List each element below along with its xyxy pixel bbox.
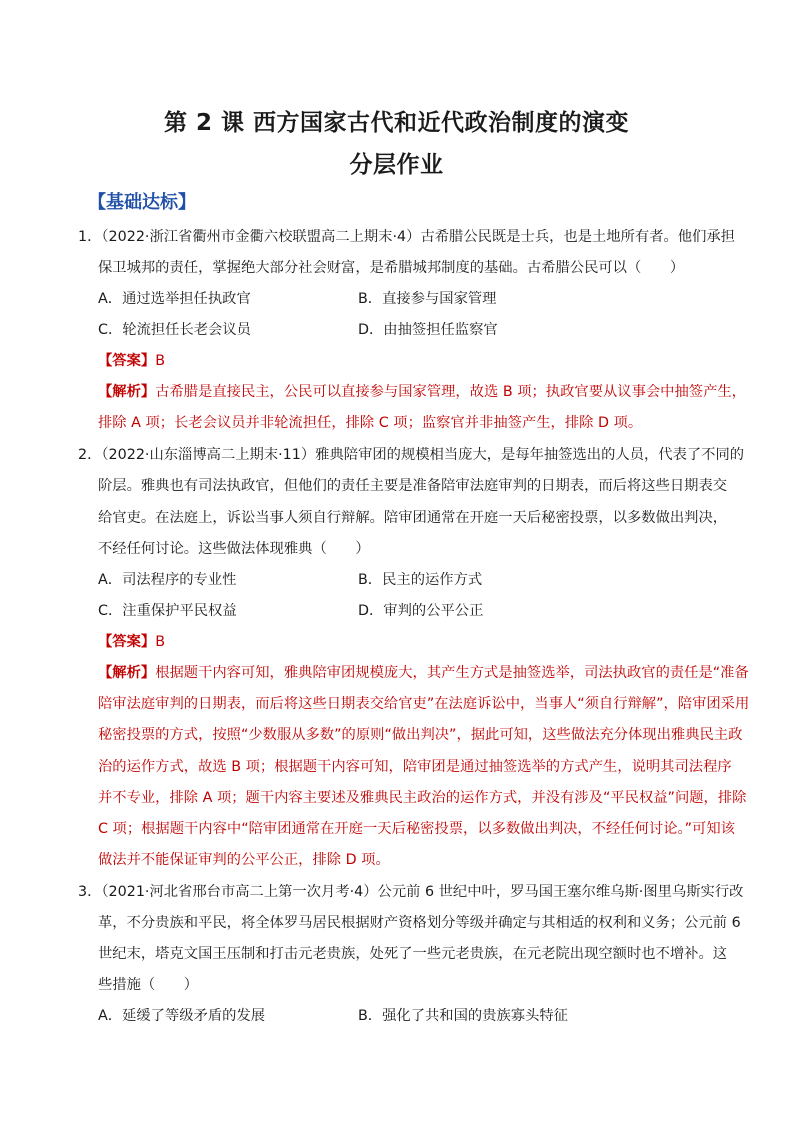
q1-stem-line-1: 1．（2022·浙江省衢州市金衢六校联盟高二上期末·4）古希腊公民既是士兵，也是土地所有者。他们承担 (78, 229, 735, 245)
q3-stem-line-3: 世纪末，塔克文国王压制和打击元老贵族，处死了一些元老贵族，在元老院出现空额时也不增补。这 (98, 946, 728, 962)
q2-analysis-text-1: 根据题干内容可知，雅典陪审团规模庞大，其产生方式是抽签选举，司法执政官的责任是“准备 (155, 665, 749, 681)
q2-analysis-line-3: 秘密投票的方式，按照“少数服从多数”的原则“做出判决”，据此可知，这些做法充分体现出雅典民主政 (98, 727, 743, 743)
page-title: 第 2 课 西方国家古代和近代政治制度的演变 (163, 110, 630, 136)
analysis-tag: 【解析】 (98, 665, 156, 681)
q2-option-a: A．司法程序的专业性 (98, 572, 237, 588)
section-heading: 【基础达标】 (88, 192, 196, 213)
q1-option-d: D．由抽签担任监察官 (358, 322, 498, 338)
q2-answer-value: B (155, 634, 165, 650)
answer-tag: 【答案】 (98, 353, 156, 369)
q2-stem-line-4: 不经任何讨论。这些做法体现雅典（ ） (98, 541, 370, 557)
q2-analysis-line-7: 做法并不能保证审判的公平公正，排除 D 项。 (98, 852, 390, 868)
q2-stem-line-1: 2．（2022·山东淄博高二上期末·11）雅典陪审团的规模相当庞大，是每年抽签选出的人员，代表了不同的 (78, 447, 745, 463)
q2-option-b: B．民主的运作方式 (358, 572, 483, 588)
q3-option-b: B．强化了共和国的贵族寡头特征 (358, 1008, 568, 1024)
analysis-tag: 【解析】 (98, 384, 156, 400)
q1-stem-line-2: 保卫城邦的责任，掌握绝大部分社会财富，是希腊城邦制度的基础。古希腊公民可以（ ） (98, 260, 685, 276)
q3-stem-line-2: 革，不分贵族和平民，将全体罗马居民根据财产资格划分等级并确定与其相适的权利和义务；公元前 6 (98, 915, 741, 931)
q2-analysis-line-4: 治的运作方式，故选 B 项；根据题干内容可知，陪审团是通过抽签选举的方式产生，说明其司法程序 (98, 759, 732, 775)
q1-analysis-line-2: 排除 A 项；长老会议员并非轮流担任，排除 C 项；监察官并非抽签产生，排除 D 项。 (98, 415, 643, 431)
q1-option-b: B．直接参与国家管理 (358, 291, 497, 307)
q2-stem-line-3: 给官吏。在法庭上，诉讼当事人须自行辩解。陪审团通常在开庭一天后秘密投票，以多数做出判决， (98, 510, 728, 526)
q1-analysis-text-1: 古希腊是直接民主，公民可以直接参与国家管理，故选 B 项；执政官要从议事会中抽签产生， (155, 384, 746, 400)
q1-analysis-line-1 (98, 385, 746, 399)
q1-answer-value: B (155, 353, 165, 369)
q3-stem-line-4: 些措施（ ） (98, 977, 199, 993)
page-subtitle: 分层作业 (349, 152, 444, 178)
answer-tag: 【答案】 (98, 634, 156, 650)
q2-analysis-line-1 (98, 666, 749, 680)
q2-analysis-line-2: 陪审法庭审判的日期表，而后将这些日期表交给官吏”在法庭诉讼中，当事人“须自行辩解”，陪审团采用 (98, 696, 750, 712)
q3-stem-line-1: 3．（2021·河北省邢台市高二上第一次月考·4）公元前 6 世纪中叶，罗马国王塞尔维乌斯·图里乌斯实行改 (78, 884, 744, 900)
q1-answer (98, 354, 165, 368)
q2-analysis-line-6: C 项；根据题干内容中“陪审团通常在开庭一天后秘密投票，以多数做出判决，不经任何讨论。”可知该 (98, 821, 735, 837)
q2-option-c: C．注重保护平民权益 (98, 603, 237, 619)
q1-option-c: C．轮流担任长老会议员 (98, 322, 251, 338)
q2-analysis-line-5: 并不专业，排除 A 项；题干内容主要述及雅典民主政治的运作方式，并没有涉及“平民权益”问题，排除 (98, 790, 747, 806)
q3-option-a: A．延缓了等级矛盾的发展 (98, 1008, 266, 1024)
q2-stem-line-2: 阶层。雅典也有司法执政官，但他们的责任主要是准备陪审法庭审判的日期表，而后将这些日期表交 (98, 478, 728, 494)
q1-option-a: A．通过选举担任执政官 (98, 291, 251, 307)
q2-answer (98, 635, 165, 649)
q2-option-d: D．审判的公平公正 (358, 603, 484, 619)
